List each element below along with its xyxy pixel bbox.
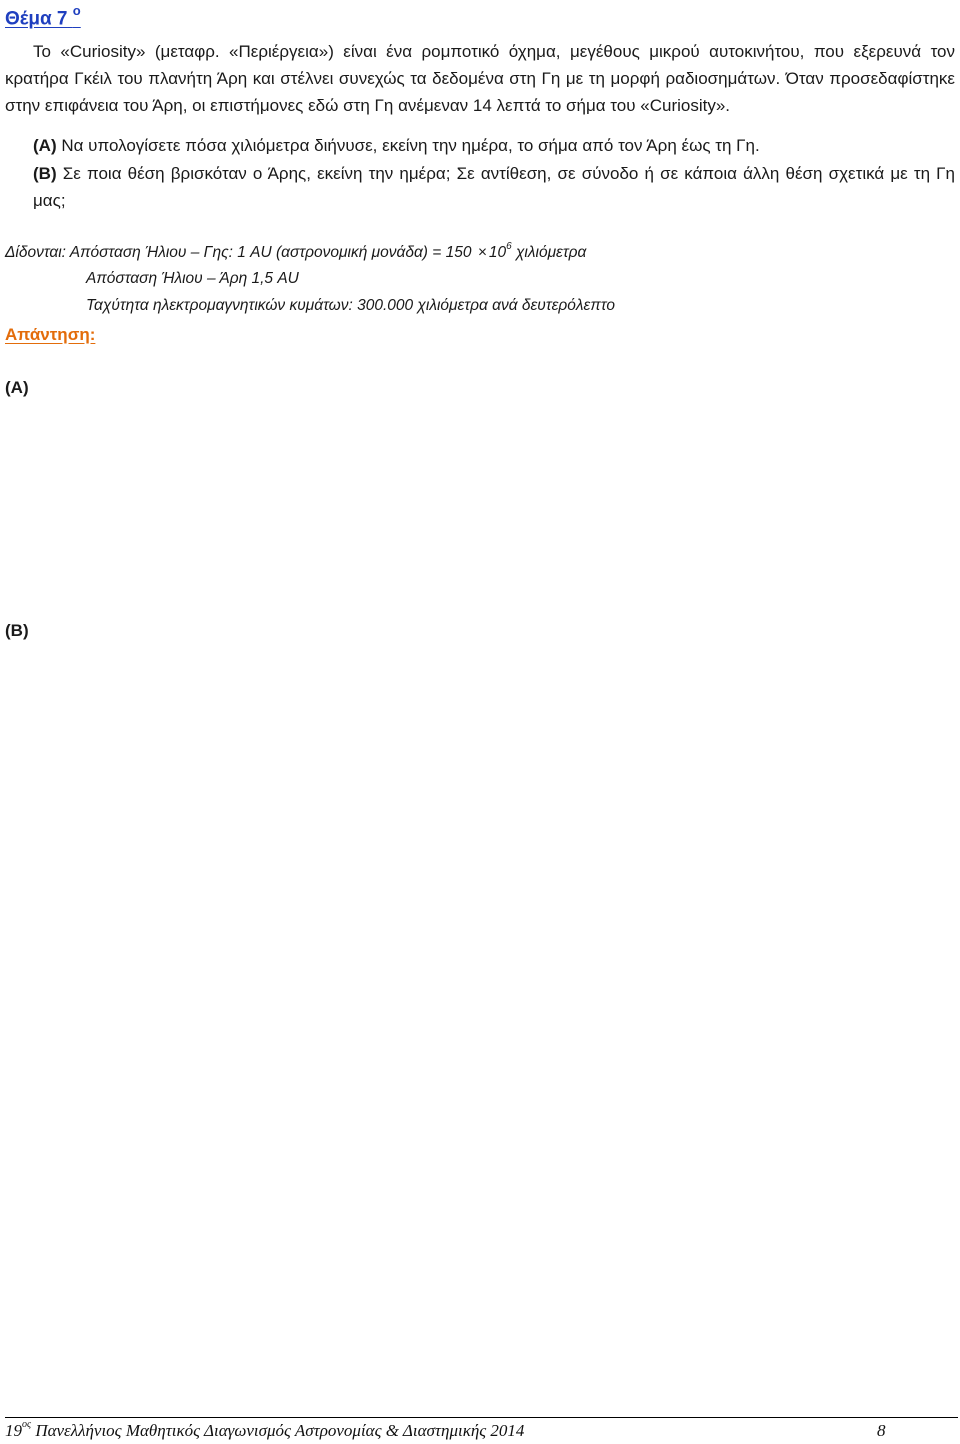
footer-number-suffix: ος bbox=[22, 1419, 32, 1431]
given-earth-distance bbox=[5, 243, 586, 262]
problem-title-superscript: ο bbox=[72, 3, 81, 18]
question-a-label: (Α) bbox=[33, 136, 57, 155]
given-em-speed: Ταχύτητα ηλεκτρομαγνητικών κυμάτων: 300.000 χιλιόμετρα ανά δευτερόλεπτο bbox=[86, 297, 615, 314]
given-earth-distance-prefix: Δίδονται: Απόσταση Ήλιου – Γης: 1 AU (αστρονομική μονάδα) = 150 bbox=[5, 244, 472, 262]
question-b bbox=[33, 160, 955, 214]
footer-divider bbox=[5, 1417, 958, 1418]
answer-part-a-label: (Α) bbox=[5, 378, 29, 397]
answer-part-b-label: (Β) bbox=[5, 621, 29, 640]
question-a bbox=[33, 132, 955, 159]
problem-title-text: Θέμα 7 bbox=[5, 8, 68, 30]
problem-title bbox=[5, 5, 81, 30]
question-b-label: (Β) bbox=[33, 164, 57, 183]
footer-competition-name: Πανελλήνιος Μαθητικός Διαγωνισμός Αστρονομίας & Διαστημικής 2014 bbox=[35, 1421, 525, 1440]
footer-number: 19 bbox=[5, 1421, 22, 1440]
question-b-text: Σε ποια θέση βρισκόταν ο Άρης, εκείνη την ημέρα; Σε αντίθεση, σε σύνοδο ή σε κάποια άλλη θέση σχετικά με τη Γη μας; bbox=[33, 164, 955, 210]
given-mars-distance: Απόσταση Ήλιου – Άρη 1,5 AU bbox=[86, 270, 299, 287]
power-exponent: 6 bbox=[506, 241, 512, 252]
footer-text bbox=[5, 1421, 895, 1441]
page-number: 8 bbox=[877, 1421, 886, 1440]
given-earth-distance-unit: χιλιόμετρα bbox=[515, 244, 587, 262]
problem-intro: Το «Curiosity» (μεταφρ. «Περιέργεια») είναι ένα ρομποτικό όχημα, μεγέθους μικρού αυτοκινήτου, που εξερευνά τον κρατήρα Γκέιλ του πλανήτη Άρη και στέλνει συνεχώς τα δεδομένα στη Γη με τη μορφή ραδιοσημάτων. Όταν προσεδαφίστηκε στην επιφάνεια του Άρη, οι επιστήμονες εδώ στη Γη ανέμεναν 14 λεπτά το σήμα του «Curiosity». bbox=[5, 42, 955, 115]
power-base: 10 bbox=[488, 244, 507, 262]
times-sign: × bbox=[477, 244, 487, 262]
answer-heading: Απάντηση: bbox=[5, 325, 96, 344]
question-a-text: Να υπολογίσετε πόσα χιλιόμετρα διήνυσε, εκείνη την ημέρα, το σήμα από τον Άρη έως τη Γη. bbox=[61, 136, 760, 155]
